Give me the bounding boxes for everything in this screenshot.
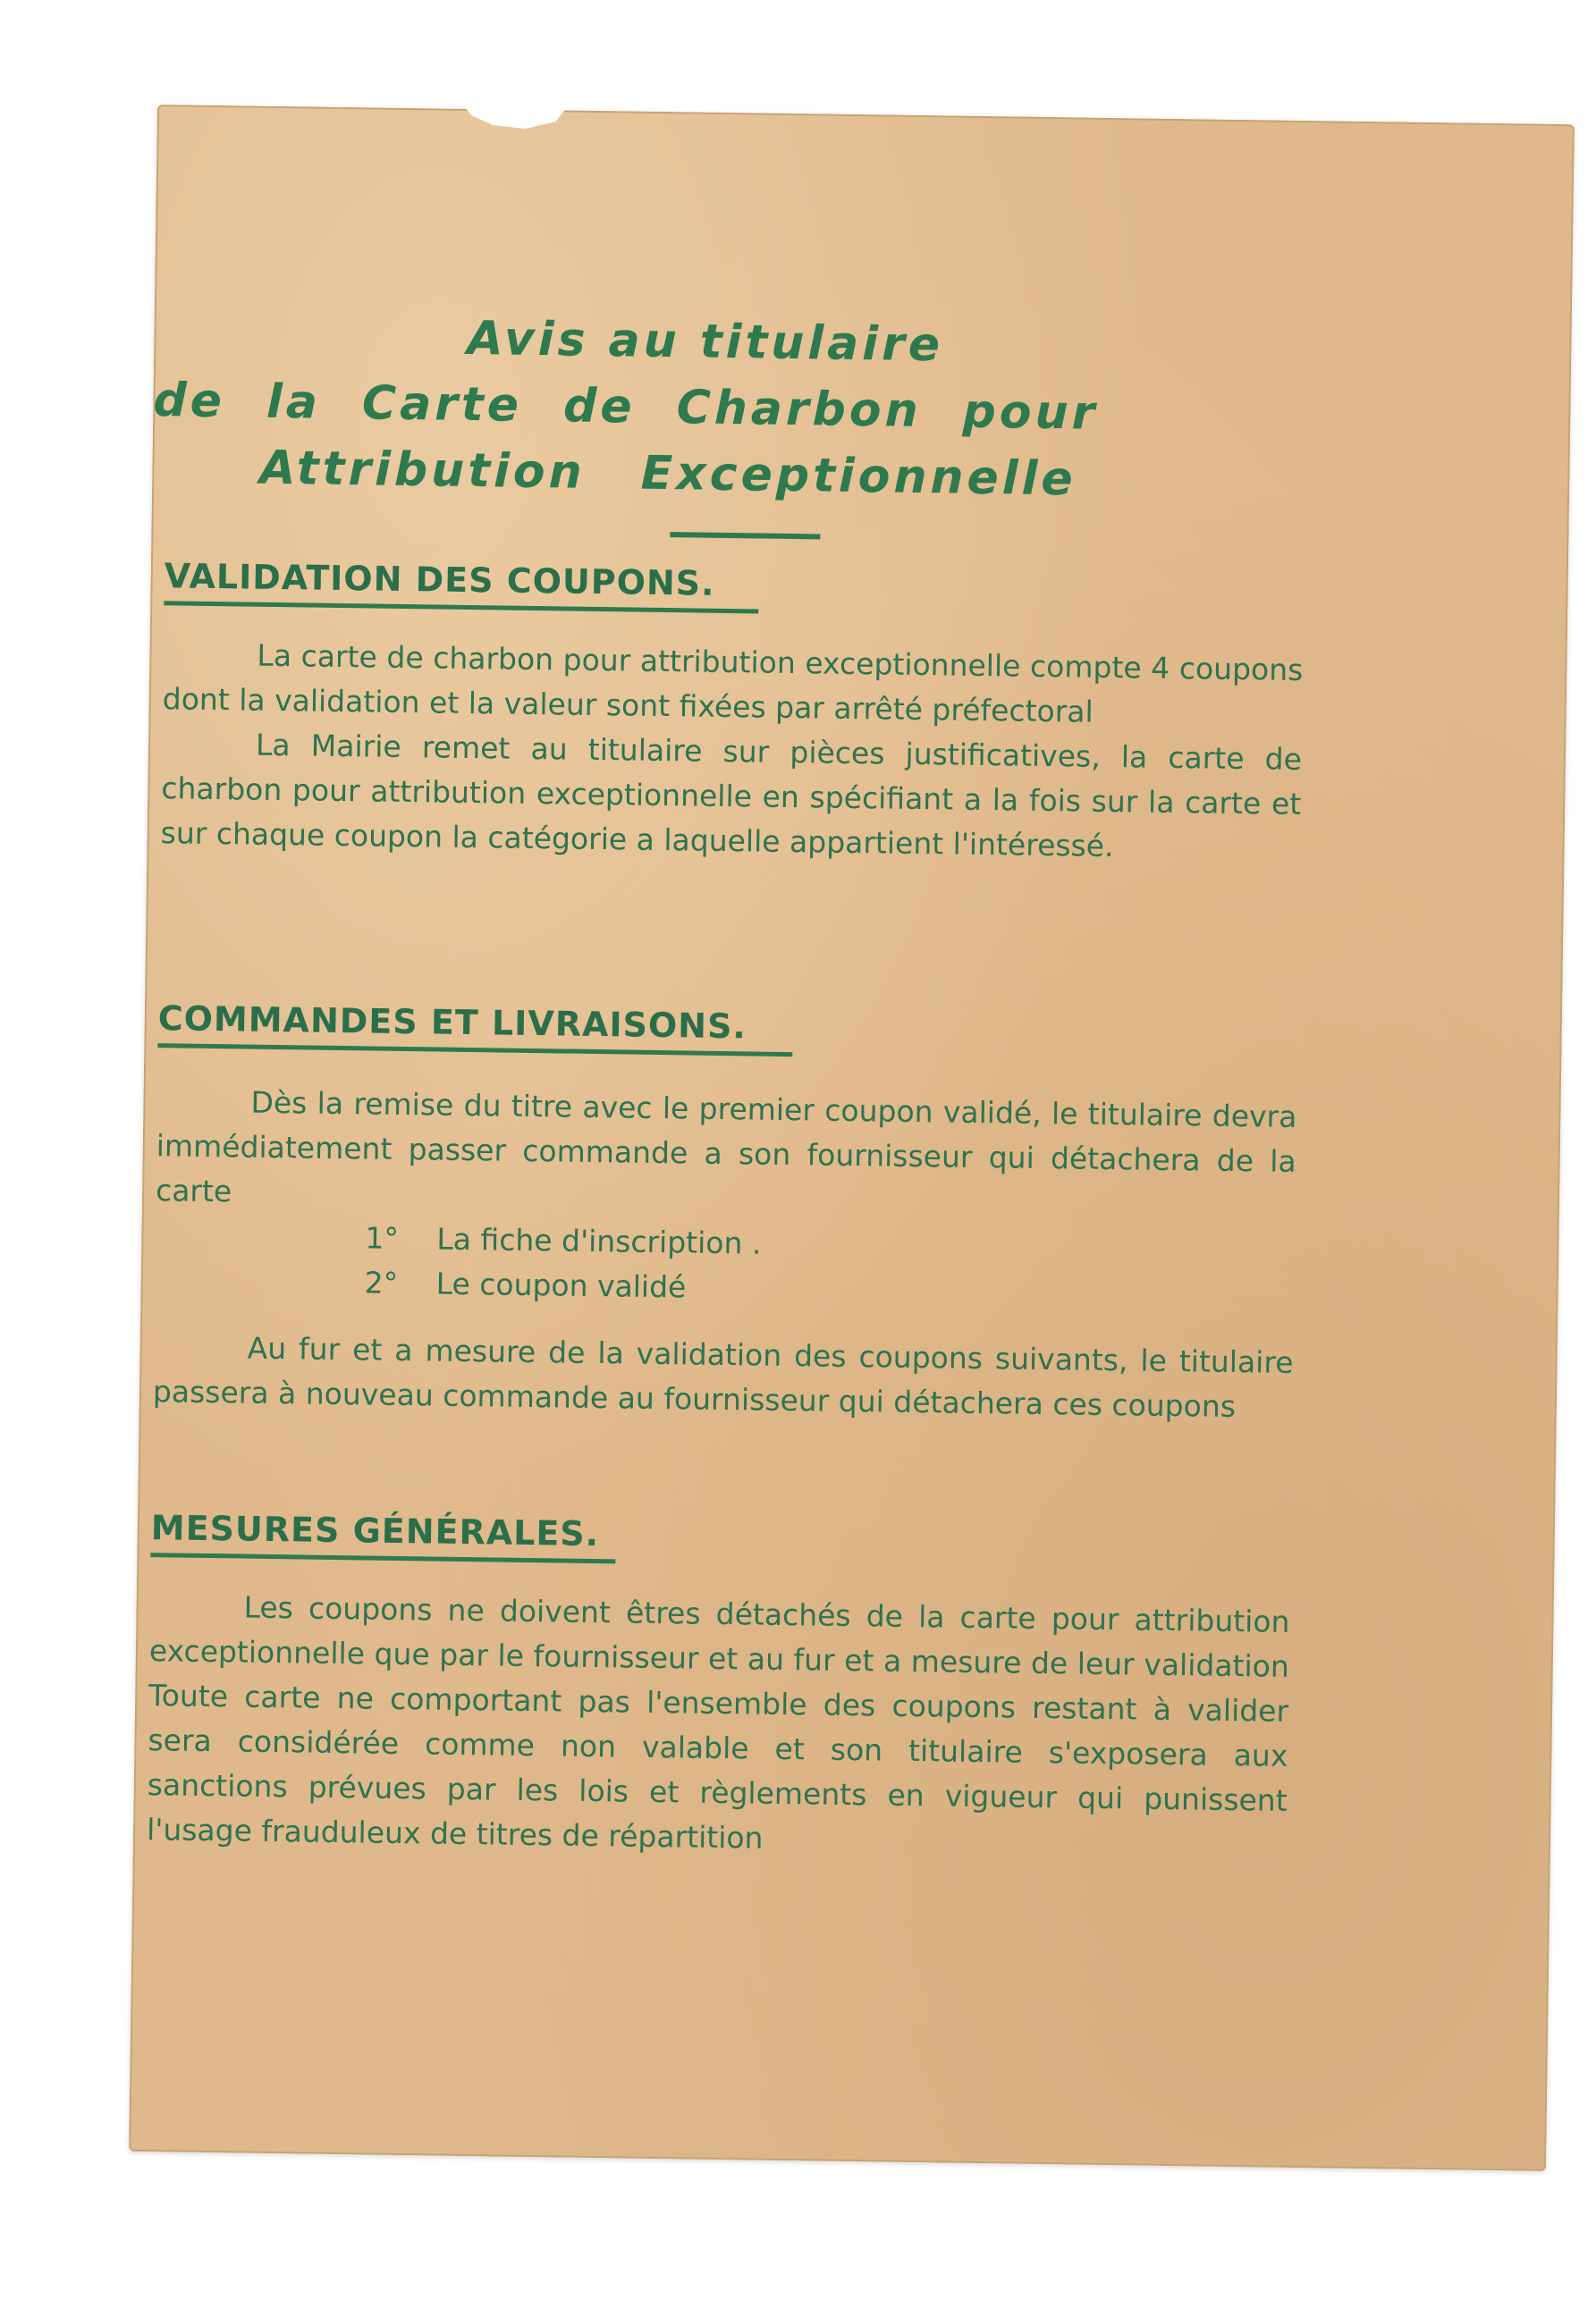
paragraph: Les coupons ne doivent êtres détachés de la carte pour attribution exceptionnelle que par le fournisseur et au fur et a mesure de leur validation Toute carte ne comportant pas l'ensemble des coupons restant à valider sera considérée comme non valable et son titulaire s'exposera aux sanctions prévues par les lois et règlements en vigueur qui punissent l'usage frauduleux de titres de répartition [146, 1589, 1290, 1856]
list-item-number: 1° [365, 1220, 400, 1256]
section-body-general [147, 1584, 1290, 1868]
paragraph: Au fur et a mesure de la validation des coupons suivants, le titulaire passera à nouveau commande au fournisseur qui détachera ces coupons [152, 1330, 1294, 1425]
title-line-2: de la Carte de Charbon pour [153, 374, 1099, 441]
section-body-orders-continued [153, 1325, 1294, 1430]
list-item [365, 1216, 762, 1266]
coal-card-notice [129, 105, 1575, 2171]
section-body-orders [156, 1079, 1297, 1229]
section-heading-validation: VALIDATION DES COUPONS. [164, 556, 715, 603]
list-item [364, 1260, 761, 1310]
list-item-text: La fiche d'inscription . [436, 1221, 762, 1261]
list-item-number: 2° [364, 1265, 399, 1301]
title-line-3: Attribution Exceptionnelle [258, 441, 1077, 507]
torn-corner [461, 104, 569, 136]
title-line-1: Avis au titulaire [467, 311, 944, 373]
section-heading-underline [150, 1553, 615, 1563]
section-heading-general: MESURES GÉNÉRALES. [150, 1508, 600, 1554]
notice-title [152, 301, 1572, 519]
paragraph: La carte de charbon pour attribution exceptionnelle compte 4 coupons dont la validation et la valeur sont fixées par arrêté préfectoral [162, 637, 1304, 729]
list-item-text: Le coupon validé [435, 1266, 687, 1305]
pieces-list [364, 1216, 761, 1310]
section-heading-orders: COMMANDES ET LIVRAISONS. [157, 998, 747, 1047]
paragraph: Dès la remise du titre avec le premier coupon validé, le titulaire devra immédiatement passer commande a son fournisseur qui détachera de la carte [155, 1084, 1297, 1209]
paragraph: La Mairie remet au titulaire sur pièces justificatives, la carte de charbon pour attribution exceptionnelle en spécifiant a la fois sur la carte et sur chaque coupon la catégorie a laquelle appartient l'intéressé. [160, 727, 1303, 864]
section-body-validation [160, 632, 1303, 872]
section-heading-underline [164, 601, 758, 613]
title-underline [670, 532, 820, 539]
